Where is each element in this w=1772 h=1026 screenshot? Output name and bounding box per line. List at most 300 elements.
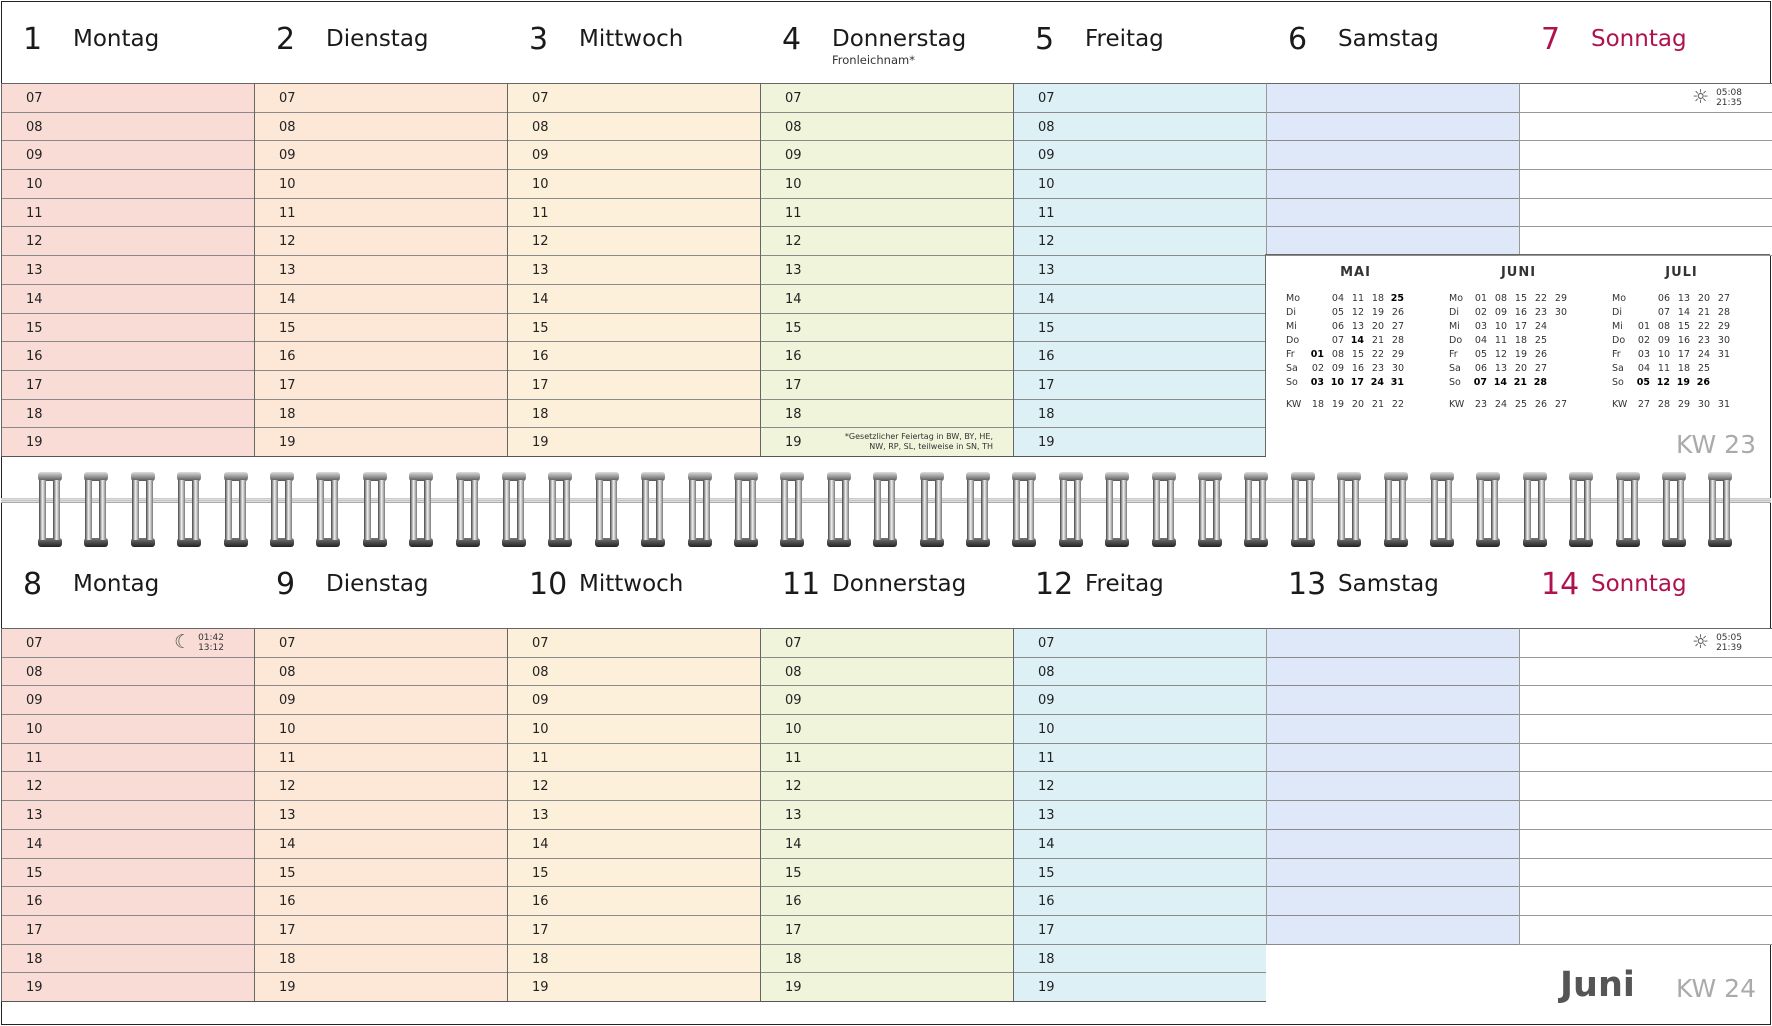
- hour-row[interactable]: [255, 744, 507, 773]
- hour-row[interactable]: [761, 658, 1013, 687]
- hour-row[interactable]: [1014, 342, 1266, 371]
- hour-row[interactable]: [255, 629, 507, 658]
- hour-row[interactable]: [1267, 715, 1519, 744]
- hour-row[interactable]: [2, 227, 254, 256]
- mini-date: 22: [1534, 293, 1547, 304]
- hour-row[interactable]: [1520, 686, 1772, 715]
- hour-row[interactable]: [508, 428, 760, 457]
- hour-row[interactable]: [761, 715, 1013, 744]
- mini-date: 15: [1351, 349, 1364, 360]
- hour-row[interactable]: [761, 342, 1013, 371]
- hour-row[interactable]: [2, 342, 254, 371]
- hour-row[interactable]: [1520, 830, 1772, 859]
- hour-label: 17: [279, 377, 296, 393]
- hour-row[interactable]: [1520, 658, 1772, 687]
- day-header: [254, 1, 507, 83]
- hour-row[interactable]: [508, 227, 760, 256]
- hour-row[interactable]: [761, 973, 1013, 1002]
- hour-label: 15: [279, 865, 296, 881]
- hour-row[interactable]: [1267, 629, 1519, 658]
- hour-label: 07: [785, 91, 802, 106]
- day-header: [1266, 1, 1519, 83]
- hour-row[interactable]: [2, 428, 254, 457]
- hour-row[interactable]: [255, 314, 507, 343]
- hour-label: 09: [1038, 693, 1055, 709]
- hour-row[interactable]: [508, 686, 760, 715]
- hour-row[interactable]: [2, 371, 254, 400]
- hour-label: 09: [532, 148, 549, 164]
- spiral-ring: [456, 472, 480, 552]
- day-number: 6: [1288, 22, 1308, 57]
- hour-row[interactable]: [255, 916, 507, 945]
- hour-row[interactable]: [255, 113, 507, 142]
- spiral-ring: [1662, 472, 1686, 552]
- day-number: 13: [1288, 567, 1327, 602]
- hour-row[interactable]: [508, 629, 760, 658]
- hour-row[interactable]: [508, 801, 760, 830]
- mini-date: 10: [1494, 321, 1507, 332]
- hour-row[interactable]: [761, 256, 1013, 285]
- mini-date: 28: [1391, 335, 1404, 346]
- mini-weekday-label: Fr: [1286, 349, 1295, 360]
- hour-row[interactable]: [1520, 744, 1772, 773]
- hour-row[interactable]: [255, 199, 507, 228]
- hour-row[interactable]: [761, 314, 1013, 343]
- hour-row[interactable]: [1014, 141, 1266, 170]
- hour-row[interactable]: [1520, 227, 1772, 256]
- hour-label: 07: [1038, 91, 1055, 106]
- hour-row[interactable]: [1014, 945, 1266, 974]
- hour-row[interactable]: [255, 973, 507, 1002]
- spiral-ring: [363, 472, 387, 552]
- hour-label: 16: [279, 349, 296, 365]
- mini-date: 18: [1371, 293, 1384, 304]
- spiral-ring: [1708, 472, 1732, 552]
- mini-date: 17: [1514, 321, 1527, 332]
- mini-kw-number: 31: [1717, 399, 1730, 410]
- hour-label: 11: [26, 205, 43, 221]
- hour-row[interactable]: [2, 113, 254, 142]
- day-header: [507, 546, 760, 628]
- hour-row[interactable]: [2, 772, 254, 801]
- day-number: 12: [1035, 567, 1074, 602]
- hour-row[interactable]: [2, 916, 254, 945]
- hour-row[interactable]: [1014, 285, 1266, 314]
- hour-row[interactable]: [1014, 256, 1266, 285]
- hour-row[interactable]: [2, 715, 254, 744]
- hour-label: 08: [279, 119, 296, 135]
- mini-date: 05: [1331, 307, 1344, 318]
- day-number: 2: [276, 22, 296, 57]
- day-number: 9: [276, 567, 296, 602]
- hour-row[interactable]: [508, 113, 760, 142]
- hour-row[interactable]: [1267, 227, 1519, 256]
- hour-row[interactable]: [508, 141, 760, 170]
- hour-row[interactable]: [255, 859, 507, 888]
- hour-row[interactable]: [2, 744, 254, 773]
- mini-kw-number: 19: [1331, 399, 1344, 410]
- hour-row[interactable]: [508, 830, 760, 859]
- hour-row[interactable]: [1014, 371, 1266, 400]
- hour-row[interactable]: [1014, 629, 1266, 658]
- hour-label: 11: [785, 205, 802, 221]
- hour-row[interactable]: [508, 859, 760, 888]
- mini-weekday-label: Sa: [1286, 363, 1298, 374]
- hour-row[interactable]: [255, 141, 507, 170]
- hour-row[interactable]: [1014, 686, 1266, 715]
- hour-row[interactable]: [508, 371, 760, 400]
- mini-date: 01: [1474, 293, 1487, 304]
- hour-row[interactable]: [508, 199, 760, 228]
- mini-date: 25: [1390, 293, 1404, 304]
- day-name: Freitag: [1085, 26, 1164, 52]
- hour-row[interactable]: [508, 658, 760, 687]
- hour-row[interactable]: [508, 285, 760, 314]
- hour-row[interactable]: [508, 744, 760, 773]
- mini-date: 05: [1474, 349, 1487, 360]
- hour-label: 08: [532, 119, 549, 135]
- hour-row[interactable]: [1014, 170, 1266, 199]
- hour-row[interactable]: [1014, 84, 1266, 113]
- hour-row[interactable]: [1014, 314, 1266, 343]
- hour-row[interactable]: [761, 945, 1013, 974]
- hour-row[interactable]: [2, 141, 254, 170]
- hour-row[interactable]: [2, 658, 254, 687]
- hour-row[interactable]: [255, 686, 507, 715]
- hour-row[interactable]: [1520, 887, 1772, 916]
- mini-date: 24: [1697, 349, 1710, 360]
- hour-label: 10: [532, 722, 549, 738]
- hour-label: 19: [26, 435, 43, 451]
- moonset-time: 13:12: [198, 643, 224, 653]
- hour-label: 07: [279, 636, 296, 651]
- hour-row[interactable]: [1520, 859, 1772, 888]
- day-name: Montag: [73, 26, 160, 52]
- hour-label: 11: [279, 205, 296, 221]
- hour-row[interactable]: [1267, 199, 1519, 228]
- hour-row[interactable]: [1014, 715, 1266, 744]
- hour-row[interactable]: [2, 400, 254, 429]
- spiral-ring: [177, 472, 201, 552]
- mini-date: 10: [1657, 349, 1670, 360]
- mini-date: 29: [1717, 321, 1730, 332]
- hour-row[interactable]: [508, 170, 760, 199]
- hour-row[interactable]: [255, 84, 507, 113]
- day-header: [1266, 546, 1519, 628]
- day-name: Mittwoch: [579, 26, 684, 52]
- hour-label: 10: [26, 177, 43, 193]
- hour-row[interactable]: [1520, 629, 1772, 658]
- mini-month-title: JUNI: [1500, 265, 1537, 280]
- hour-row[interactable]: [2, 973, 254, 1002]
- hour-row[interactable]: [2, 945, 254, 974]
- hour-row[interactable]: [1014, 916, 1266, 945]
- hour-row[interactable]: [2, 314, 254, 343]
- hour-row[interactable]: [1520, 170, 1772, 199]
- hour-row[interactable]: [761, 629, 1013, 658]
- day-name: Mittwoch: [579, 571, 684, 597]
- mini-weekday-label: Mo: [1612, 293, 1627, 304]
- hour-row[interactable]: [1014, 199, 1266, 228]
- hour-row[interactable]: [1520, 141, 1772, 170]
- hour-label: 19: [279, 435, 296, 451]
- spiral-ring: [641, 472, 665, 552]
- hour-label: 19: [1038, 980, 1055, 996]
- mini-date: 04: [1331, 293, 1344, 304]
- hour-row[interactable]: [255, 371, 507, 400]
- hour-row[interactable]: [255, 227, 507, 256]
- hour-row[interactable]: [2, 285, 254, 314]
- mini-weekday-label: So: [1612, 377, 1624, 388]
- hour-row[interactable]: [508, 400, 760, 429]
- hour-row[interactable]: [255, 658, 507, 687]
- hour-row[interactable]: [255, 428, 507, 457]
- hour-row[interactable]: [1267, 170, 1519, 199]
- hour-row[interactable]: [1014, 772, 1266, 801]
- hour-label: 19: [532, 980, 549, 996]
- mini-date: 09: [1331, 363, 1344, 374]
- hour-row[interactable]: [1267, 772, 1519, 801]
- hour-row[interactable]: [1267, 801, 1519, 830]
- hour-row[interactable]: [255, 342, 507, 371]
- mini-date: 03: [1637, 349, 1650, 360]
- mini-date: 03: [1310, 377, 1324, 388]
- hour-label: 12: [785, 234, 802, 250]
- hour-row[interactable]: [508, 945, 760, 974]
- hour-row[interactable]: [508, 887, 760, 916]
- hour-row[interactable]: [1267, 141, 1519, 170]
- hour-row[interactable]: [761, 227, 1013, 256]
- mini-weekday-label: Fr: [1449, 349, 1458, 360]
- hour-row[interactable]: [761, 801, 1013, 830]
- hour-row[interactable]: [255, 170, 507, 199]
- hour-row[interactable]: [761, 887, 1013, 916]
- mini-kw-number: 20: [1351, 399, 1364, 410]
- hour-row[interactable]: [255, 256, 507, 285]
- mini-date: 20: [1371, 321, 1384, 332]
- hour-row[interactable]: [1267, 686, 1519, 715]
- mini-date: 27: [1391, 321, 1404, 332]
- hour-row[interactable]: [2, 170, 254, 199]
- mini-date: 16: [1514, 307, 1527, 318]
- mini-date: 25: [1534, 335, 1547, 346]
- hour-row[interactable]: [1267, 744, 1519, 773]
- hour-row[interactable]: [255, 830, 507, 859]
- mini-date: 28: [1533, 377, 1547, 388]
- mini-date: 12: [1656, 377, 1670, 388]
- hour-row[interactable]: [761, 141, 1013, 170]
- spiral-ring: [1384, 472, 1408, 552]
- hour-row[interactable]: [255, 801, 507, 830]
- hour-row[interactable]: [2, 801, 254, 830]
- moonrise-time: 01:42: [198, 633, 224, 643]
- hour-row[interactable]: [508, 916, 760, 945]
- hour-label: 10: [279, 722, 296, 738]
- spiral-ring: [1337, 472, 1361, 552]
- day-header: [1519, 1, 1772, 83]
- hour-label: 18: [26, 951, 43, 967]
- hour-label: 17: [26, 922, 43, 938]
- hour-row[interactable]: [761, 772, 1013, 801]
- hour-label: 13: [532, 808, 549, 824]
- hour-row[interactable]: [761, 199, 1013, 228]
- spiral-binding: [1, 456, 1771, 546]
- hour-row[interactable]: [2, 256, 254, 285]
- hour-row[interactable]: [761, 830, 1013, 859]
- hour-row[interactable]: [1520, 715, 1772, 744]
- hour-label: 13: [26, 263, 43, 279]
- day-name: Donnerstag: [832, 571, 967, 597]
- hour-row[interactable]: [2, 84, 254, 113]
- hour-label: 13: [785, 263, 802, 279]
- hour-row[interactable]: [1267, 887, 1519, 916]
- hour-row[interactable]: [1014, 227, 1266, 256]
- mini-date: 14: [1677, 307, 1690, 318]
- hour-row[interactable]: [1520, 84, 1772, 113]
- hour-row[interactable]: [2, 686, 254, 715]
- hour-row[interactable]: [508, 772, 760, 801]
- hour-row[interactable]: [1520, 916, 1772, 945]
- hour-label: 09: [532, 693, 549, 709]
- hour-label: 15: [26, 320, 43, 336]
- hour-row[interactable]: [1520, 772, 1772, 801]
- mini-weekday-label: Di: [1286, 307, 1296, 318]
- hour-row[interactable]: [2, 830, 254, 859]
- mini-date: 21: [1697, 307, 1710, 318]
- hour-row[interactable]: [1014, 400, 1266, 429]
- hour-row[interactable]: [255, 400, 507, 429]
- hour-row[interactable]: [1014, 658, 1266, 687]
- hour-row[interactable]: [1014, 428, 1266, 457]
- mini-date: 30: [1717, 335, 1730, 346]
- hour-row[interactable]: [2, 887, 254, 916]
- hour-row[interactable]: [761, 428, 1013, 457]
- hour-label: 13: [785, 808, 802, 824]
- spiral-ring: [734, 472, 758, 552]
- sunrise-time: 05:08: [1716, 88, 1742, 98]
- hour-label: 13: [279, 808, 296, 824]
- hour-row[interactable]: [1014, 801, 1266, 830]
- hour-row[interactable]: [1014, 830, 1266, 859]
- hour-label: 07: [26, 91, 43, 106]
- hour-row[interactable]: [761, 170, 1013, 199]
- hour-row[interactable]: [1014, 887, 1266, 916]
- hour-label: 14: [1038, 836, 1055, 852]
- hour-label: 08: [532, 664, 549, 680]
- spiral-ring: [780, 472, 804, 552]
- spiral-ring: [688, 472, 712, 552]
- mini-weekday-label: Mi: [1449, 321, 1460, 332]
- hour-label: 11: [785, 750, 802, 766]
- mini-weekday-label: Fr: [1612, 349, 1621, 360]
- hour-row[interactable]: [255, 945, 507, 974]
- hour-row[interactable]: [761, 744, 1013, 773]
- hour-row[interactable]: [1267, 658, 1519, 687]
- hour-row[interactable]: [508, 715, 760, 744]
- hour-row[interactable]: [1267, 859, 1519, 888]
- mini-weekday-label: Mo: [1286, 293, 1301, 304]
- hour-row[interactable]: [1267, 113, 1519, 142]
- hour-row[interactable]: [508, 256, 760, 285]
- mini-date: 02: [1311, 363, 1324, 374]
- hour-grid: [1013, 83, 1266, 457]
- hour-row[interactable]: [255, 887, 507, 916]
- hour-label: 17: [26, 377, 43, 393]
- hour-row[interactable]: [1267, 830, 1519, 859]
- hour-label: 17: [785, 377, 802, 393]
- hour-row[interactable]: [508, 84, 760, 113]
- hour-label: 09: [26, 693, 43, 709]
- hour-row[interactable]: [1520, 801, 1772, 830]
- hour-row[interactable]: [1267, 84, 1519, 113]
- hour-row[interactable]: [761, 285, 1013, 314]
- hour-label: 12: [532, 234, 549, 250]
- mini-weekday-label: Di: [1612, 307, 1622, 318]
- hour-grid: [1, 83, 254, 457]
- spiral-ring: [1430, 472, 1454, 552]
- spiral-ring: [966, 472, 990, 552]
- hour-row[interactable]: [508, 314, 760, 343]
- mini-date: 12: [1494, 349, 1507, 360]
- hour-grid: [1519, 83, 1772, 256]
- day-header: [1013, 546, 1266, 628]
- hour-label: 15: [279, 320, 296, 336]
- hour-row[interactable]: [2, 859, 254, 888]
- spiral-ring: [1105, 472, 1129, 552]
- hour-row[interactable]: [255, 715, 507, 744]
- hour-row[interactable]: [761, 400, 1013, 429]
- week-number-label: KW 24: [1676, 974, 1756, 1003]
- hour-label: 08: [1038, 664, 1055, 680]
- hour-row[interactable]: [508, 342, 760, 371]
- hour-label: 07: [26, 636, 43, 651]
- mini-kw-number: 24: [1494, 399, 1507, 410]
- hour-label: 10: [26, 722, 43, 738]
- hour-row[interactable]: [761, 113, 1013, 142]
- hour-row[interactable]: [1014, 859, 1266, 888]
- hour-row[interactable]: [761, 916, 1013, 945]
- hour-row[interactable]: [1014, 973, 1266, 1002]
- hour-label: 14: [785, 836, 802, 852]
- hour-label: 13: [26, 808, 43, 824]
- hour-row[interactable]: [255, 285, 507, 314]
- hour-label: 17: [1038, 922, 1055, 938]
- spiral-ring: [595, 472, 619, 552]
- hour-row[interactable]: [1014, 113, 1266, 142]
- hour-row[interactable]: [761, 859, 1013, 888]
- hour-label: 15: [785, 865, 802, 881]
- day-number: 4: [782, 22, 802, 57]
- hour-row[interactable]: [1520, 113, 1772, 142]
- hour-row[interactable]: [761, 686, 1013, 715]
- hour-row[interactable]: [1014, 744, 1266, 773]
- sunrise-time: 05:05: [1716, 633, 1742, 643]
- hour-row[interactable]: [1520, 199, 1772, 228]
- hour-label: 11: [532, 205, 549, 221]
- mini-kw-number: 27: [1554, 399, 1567, 410]
- hour-row[interactable]: [255, 772, 507, 801]
- hour-row[interactable]: [761, 371, 1013, 400]
- hour-label: 15: [1038, 865, 1055, 881]
- spiral-ring: [270, 472, 294, 552]
- hour-row[interactable]: [1267, 916, 1519, 945]
- hour-row[interactable]: [2, 629, 254, 658]
- mini-date: 07: [1657, 307, 1670, 318]
- hour-row[interactable]: [508, 973, 760, 1002]
- hour-row[interactable]: [2, 199, 254, 228]
- hour-row[interactable]: [761, 84, 1013, 113]
- day-name: Dienstag: [326, 26, 429, 52]
